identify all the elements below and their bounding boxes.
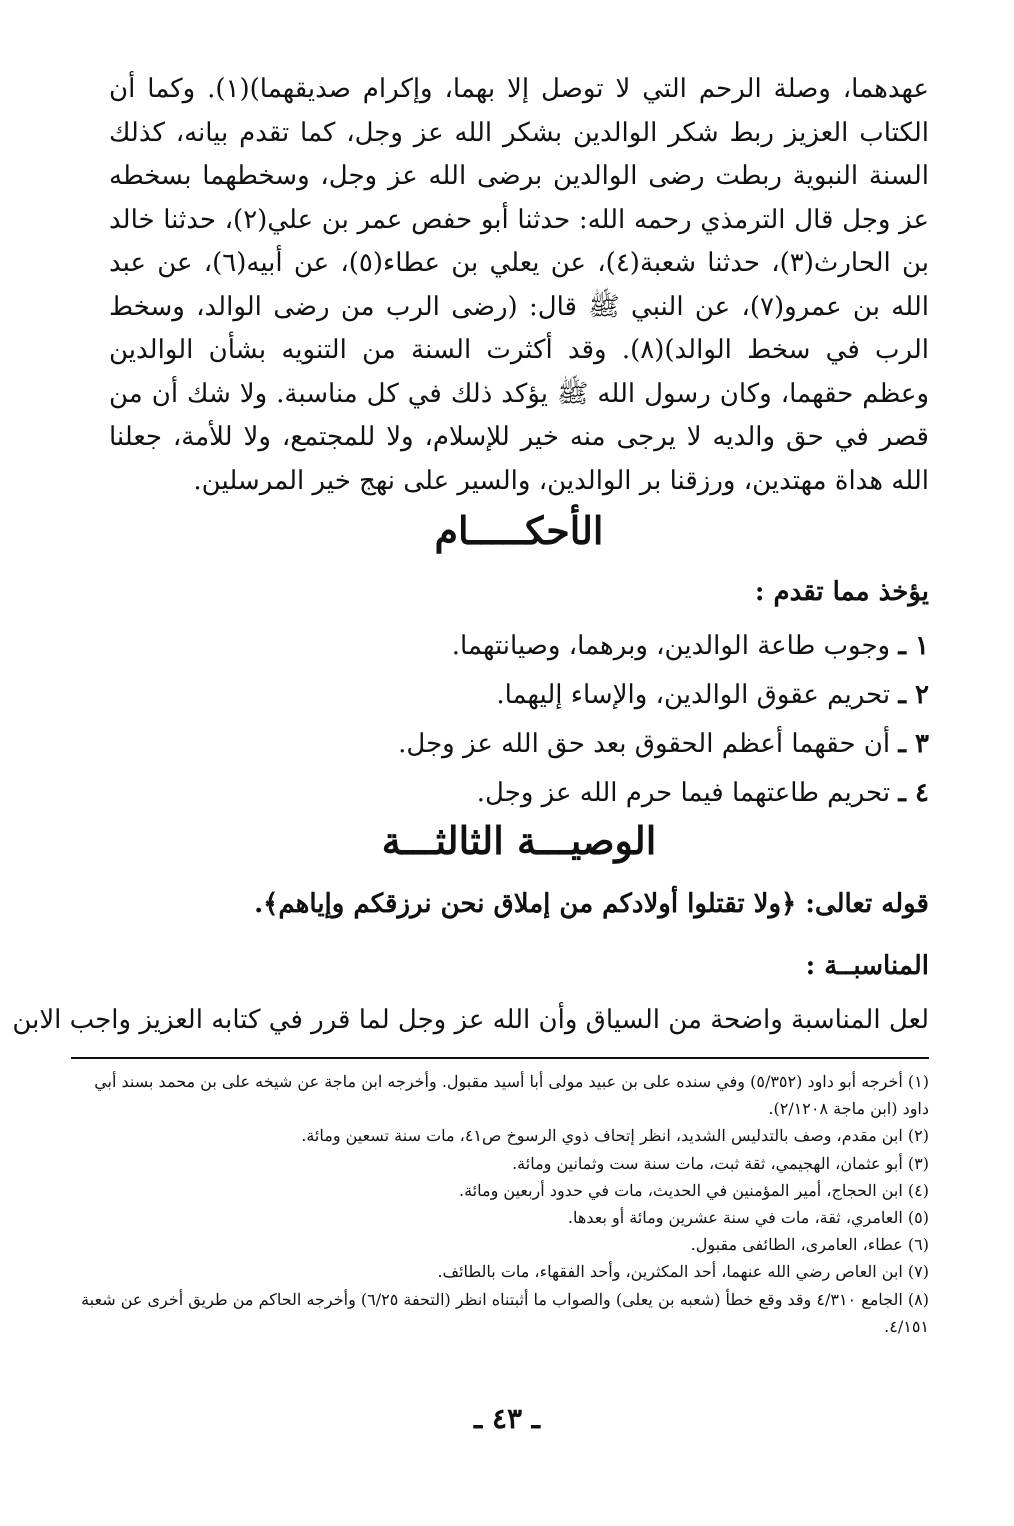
- quran-verse: قوله تعالى: ﴿ولا تقتلوا أولادكم من إملاق نحن نرزقكم وإياهم﴾.: [254, 889, 929, 919]
- ruling-text: وجوب طاعة الوالدين، وبرهما، وصيانتهما.: [451, 631, 891, 661]
- ruling-item: [109, 622, 929, 671]
- footnotes-list: [71, 1068, 929, 1340]
- ruling-item: [109, 671, 929, 720]
- rulings-list: [109, 622, 929, 818]
- ruling-number: ٢ ـ: [898, 680, 929, 710]
- ruling-item: [109, 769, 929, 818]
- footnote: (٢) ابن مقدم، وصف بالتدليس الشديد، انظر إتحاف ذوي الرسوخ ص٤١، مات سنة تسعين ومائة.: [301, 1126, 929, 1146]
- ruling-number: ١ ـ: [898, 631, 929, 661]
- section-heading-third-commandment: الوصيـــة الثالثـــة: [381, 818, 657, 863]
- footnote: (٤) ابن الحجاج، أمير المؤمنين في الحديث، مات في حدود أربعين ومائة.: [459, 1180, 929, 1200]
- page-number: ـ ٤٣ ـ: [474, 1402, 540, 1435]
- main-text-block: [109, 68, 929, 503]
- rulings-intro: يؤخذ مما تقدم :: [754, 577, 929, 607]
- footnote: (٧) ابن العاص رضي الله عنهما، أحد المكثرين، وأحد الفقهاء، مات بالطائف.: [437, 1262, 929, 1282]
- footnote: (٦) عطاء، العامرى، الطائفى مقبول.: [690, 1235, 929, 1255]
- ruling-text: تحريم طاعتهما فيما حرم الله عز وجل.: [476, 778, 891, 808]
- footnote: (٣) أبو عثمان، الهجيمي، ثقة ثبت، مات سنة ست وثمانين ومائة.: [512, 1153, 929, 1173]
- relevance-text: لعل المناسبة واضحة من السياق وأن الله عز وجل لما قرر في كتابه العزيز واجب الابن: [12, 1005, 929, 1035]
- ruling-item: [109, 720, 929, 769]
- ruling-number: ٣ ـ: [898, 729, 929, 759]
- footnote-separator: [71, 1057, 929, 1059]
- footnote: (١) أخرجه أبو داود (٥/٣٥٢) وفي سنده على بن عبيد مولى أبا أسيد مقبول. وأخرجه ابن ماجة عن شيخه على بن محمد بسند أبي داود (ابن ماجة ٢/١٢٠٨).: [94, 1072, 929, 1119]
- section-heading-ahkam: الأحكـــــام: [434, 508, 604, 553]
- footnote: (٨) الجامع ٤/٣١٠ وقد وقع خطأ (شعبه بن يعلى) والصواب ما أثبتناه انظر (التحفة ٦/٢٥) وأخرجه الحاكم من طريق أخرى عن شعبة ٤/١٥١.: [81, 1289, 929, 1336]
- footnote: (٥) العامري، ثقة، مات في سنة عشرين ومائة أو بعدها.: [567, 1208, 929, 1228]
- relevance-label: المناسبــة :: [805, 951, 929, 981]
- body-paragraph: عهدهما، وصلة الرحم التي لا توصل إلا بهما، وإكرام صديقهما)(١). وكما أن الكتاب العزيز ربط شكر الوالدين بشكر الله عز وجل، كما تقدم بيانه، كذلك السنة النبوية ربطت رضى الوالدين برضى الله عز وجل، وسخطهما بسخطه عز وجل قال الترمذي رحمه الله: حدثنا أبو حفص عمر بن علي(٢)، حدثنا خالد بن الحارث(٣)، حدثنا شعبة(٤)، عن يعلي بن عطاء(٥)، عن أبيه(٦)، عن عبد الله بن عمرو(٧)، عن النبي ﷺ قال: (رضى الرب من رضى الوالد، وسخط الرب في سخط الوالد)(٨). وقد أكثرت السنة من التنويه بشأن الوالدين وعظم حقهما، وكان رسول الله ﷺ يؤكد ذلك في كل مناسبة. ولا شك أن من قصر في حق والديه لا يرجى منه خير للإسلام، ولا للمجتمع، ولا للأمة، جعلنا الله هداة مهتدين، ورزقنا بر الوالدين، والسير على نهج خير المرسلين.: [109, 74, 930, 496]
- ruling-text: تحريم عقوق الوالدين، والإساء إليهما.: [496, 680, 891, 710]
- ruling-number: ٤ ـ: [898, 778, 929, 808]
- ruling-text: أن حقهما أعظم الحقوق بعد حق الله عز وجل.: [398, 729, 891, 759]
